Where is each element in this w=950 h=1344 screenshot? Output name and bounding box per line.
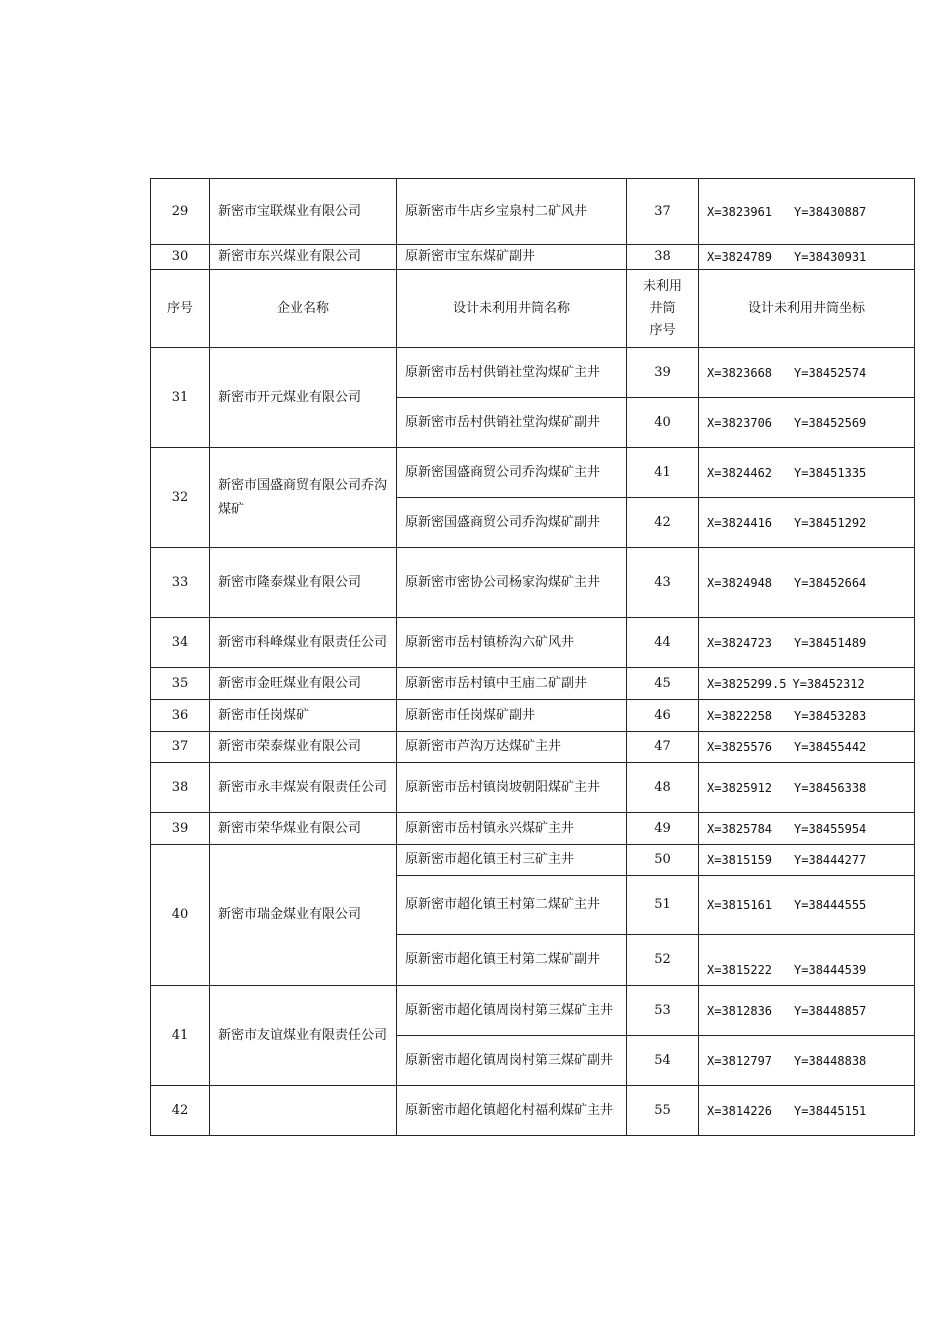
coord-cell <box>699 348 915 398</box>
coord-x: X=3822258 <box>707 708 773 723</box>
coord-y: Y=38451335 <box>794 465 867 480</box>
coord-y: Y=38452574 <box>794 365 867 380</box>
company-cell: 新密市金旺煤业有限公司 <box>210 668 397 700</box>
coord-x: X=3814226 <box>707 1103 773 1118</box>
company-cell: 新密市友谊煤业有限责任公司 <box>210 986 397 1086</box>
coord-y: Y=38452664 <box>794 575 867 590</box>
shaft-no-cell: 42 <box>627 498 699 548</box>
coord-x: X=3825299.5 <box>707 676 787 691</box>
seq-cell: 38 <box>151 763 210 813</box>
shaft-name-cell: 原新密市牛店乡宝泉村二矿风井 <box>397 179 627 245</box>
shaft-name-cell: 原新密市芦沟万达煤矿主井 <box>397 732 627 763</box>
coord-y: Y=38430931 <box>794 250 867 264</box>
coord-cell <box>699 1086 915 1136</box>
coord-x: X=3823961 <box>707 204 773 219</box>
table-row <box>151 1086 915 1136</box>
shaft-name-cell: 原新密市岳村镇中王庙二矿副井 <box>397 668 627 700</box>
coord-cell <box>699 245 915 270</box>
coord-y: Y=38455954 <box>794 821 867 836</box>
shaft-name-cell: 原新密国盛商贸公司乔沟煤矿副井 <box>397 498 627 548</box>
company-cell: 新密市荣华煤业有限公司 <box>210 813 397 845</box>
coord-cell <box>699 618 915 668</box>
coord-cell <box>699 668 915 700</box>
shaft-no-cell: 48 <box>627 763 699 813</box>
seq-cell: 29 <box>151 179 210 245</box>
coord-cell <box>699 398 915 448</box>
coord-cell <box>699 813 915 845</box>
shaft-name-cell: 原新密市超化镇王村第二煤矿副井 <box>397 935 627 986</box>
coord-cell <box>699 845 915 876</box>
shaft-no-cell: 47 <box>627 732 699 763</box>
coord-y: Y=38448857 <box>794 1003 867 1018</box>
coord-cell <box>699 935 915 986</box>
coord-x: X=3815222 <box>707 963 773 977</box>
seq-cell: 31 <box>151 348 210 448</box>
coord-cell <box>699 732 915 763</box>
table-row <box>151 548 915 618</box>
shaft-no-cell: 41 <box>627 448 699 498</box>
company-cell: 新密市科峰煤业有限责任公司 <box>210 618 397 668</box>
header-shaft-name: 设计未利用井筒名称 <box>397 270 627 348</box>
company-cell <box>210 1086 397 1136</box>
seq-cell: 37 <box>151 732 210 763</box>
coord-cell <box>699 700 915 732</box>
coord-cell <box>699 548 915 618</box>
coord-y: Y=38455442 <box>794 740 867 754</box>
coord-x: X=3824948 <box>707 575 773 590</box>
coord-y: Y=38444555 <box>794 898 867 912</box>
coord-cell <box>699 876 915 935</box>
table-row <box>151 700 915 732</box>
coord-y: Y=38452569 <box>794 415 867 430</box>
shaft-no-cell: 49 <box>627 813 699 845</box>
coord-y: Y=38451489 <box>794 635 867 650</box>
coord-x: X=3823668 <box>707 365 773 380</box>
coord-cell <box>699 1036 915 1086</box>
coord-y: Y=38444277 <box>794 853 867 867</box>
header-company: 企业名称 <box>210 270 397 348</box>
shaft-no-cell: 38 <box>627 245 699 270</box>
shaft-no-cell: 51 <box>627 876 699 935</box>
table-row <box>151 986 915 1036</box>
shaft-name-cell: 原新密市超化镇超化村福利煤矿主井 <box>397 1086 627 1136</box>
coord-x: X=3824462 <box>707 465 773 480</box>
coord-x: X=3824789 <box>707 250 773 264</box>
seq-cell: 33 <box>151 548 210 618</box>
coord-cell <box>699 448 915 498</box>
table-row <box>151 179 915 245</box>
shaft-no-cell: 54 <box>627 1036 699 1086</box>
company-cell: 新密市永丰煤炭有限责任公司 <box>210 763 397 813</box>
table-row <box>151 448 915 498</box>
seq-cell: 36 <box>151 700 210 732</box>
seq-cell: 30 <box>151 245 210 270</box>
seq-cell: 32 <box>151 448 210 548</box>
shaft-name-cell: 原新密市岳村镇永兴煤矿主井 <box>397 813 627 845</box>
shaft-no-cell: 43 <box>627 548 699 618</box>
table-row <box>151 668 915 700</box>
coord-x: X=3825576 <box>707 740 773 754</box>
shaft-name-cell: 原新密市超化镇周岗村第三煤矿副井 <box>397 1036 627 1086</box>
shaft-no-cell: 50 <box>627 845 699 876</box>
shaft-no-cell: 44 <box>627 618 699 668</box>
shaft-name-cell: 原新密市任岗煤矿副井 <box>397 700 627 732</box>
seq-cell: 42 <box>151 1086 210 1136</box>
shaft-name-cell: 原新密市超化镇王村第二煤矿主井 <box>397 876 627 935</box>
header-shaft-no: 未利用 井筒 序号 <box>627 270 699 348</box>
coord-x: X=3823706 <box>707 415 773 430</box>
coord-y: Y=38452312 <box>792 676 865 691</box>
coord-x: X=3812836 <box>707 1003 773 1018</box>
coord-cell <box>699 986 915 1036</box>
shaft-no-cell: 46 <box>627 700 699 732</box>
coord-y: Y=38430887 <box>794 204 867 219</box>
table-row <box>151 845 915 876</box>
coord-cell <box>699 763 915 813</box>
company-cell: 新密市国盛商贸有限公司乔沟煤矿 <box>210 448 397 548</box>
shaft-no-cell: 40 <box>627 398 699 448</box>
header-seq: 序号 <box>151 270 210 348</box>
seq-cell: 35 <box>151 668 210 700</box>
company-cell: 新密市荣泰煤业有限公司 <box>210 732 397 763</box>
company-cell: 新密市开元煤业有限公司 <box>210 348 397 448</box>
seq-cell: 41 <box>151 986 210 1086</box>
table-row <box>151 763 915 813</box>
shaft-no-cell: 55 <box>627 1086 699 1136</box>
coord-y: Y=38445151 <box>794 1103 867 1118</box>
shaft-name-cell: 原新密国盛商贸公司乔沟煤矿主井 <box>397 448 627 498</box>
header-row <box>151 270 915 348</box>
seq-cell: 34 <box>151 618 210 668</box>
company-cell: 新密市宝联煤业有限公司 <box>210 179 397 245</box>
seq-cell: 40 <box>151 845 210 986</box>
shaft-name-cell: 原新密市岳村供销社堂沟煤矿主井 <box>397 348 627 398</box>
coord-y: Y=38444539 <box>794 963 867 977</box>
shaft-name-cell: 原新密市宝东煤矿副井 <box>397 245 627 270</box>
company-cell: 新密市隆泰煤业有限公司 <box>210 548 397 618</box>
shaft-name-cell: 原新密市岳村供销社堂沟煤矿副井 <box>397 398 627 448</box>
coord-x: X=3812797 <box>707 1053 773 1068</box>
shaft-no-cell: 39 <box>627 348 699 398</box>
shaft-name-cell: 原新密市密协公司杨家沟煤矿主井 <box>397 548 627 618</box>
seq-cell: 39 <box>151 813 210 845</box>
shaft-name-cell: 原新密市岳村镇岗坡朝阳煤矿主井 <box>397 763 627 813</box>
coord-x: X=3825912 <box>707 780 773 795</box>
coord-y: Y=38453283 <box>794 708 867 723</box>
header-coords: 设计未利用井筒坐标 <box>699 270 915 348</box>
shaft-table <box>150 178 915 1136</box>
shaft-name-cell: 原新密市岳村镇桥沟六矿风井 <box>397 618 627 668</box>
coord-x: X=3824416 <box>707 515 773 530</box>
coord-y: Y=38448838 <box>794 1053 867 1068</box>
coord-x: X=3815159 <box>707 853 773 867</box>
coord-cell <box>699 179 915 245</box>
shaft-no-cell: 53 <box>627 986 699 1036</box>
coord-x: X=3825784 <box>707 821 773 836</box>
company-cell: 新密市东兴煤业有限公司 <box>210 245 397 270</box>
shaft-no-cell: 37 <box>627 179 699 245</box>
shaft-name-cell: 原新密市超化镇王村三矿主井 <box>397 845 627 876</box>
company-cell: 新密市任岗煤矿 <box>210 700 397 732</box>
shaft-no-cell: 45 <box>627 668 699 700</box>
shaft-no-cell: 52 <box>627 935 699 986</box>
table-row <box>151 245 915 270</box>
table-row <box>151 618 915 668</box>
table-row <box>151 348 915 398</box>
coord-cell <box>699 498 915 548</box>
company-cell: 新密市瑞金煤业有限公司 <box>210 845 397 986</box>
coord-y: Y=38456338 <box>794 780 867 795</box>
table-row <box>151 813 915 845</box>
coord-x: X=3815161 <box>707 898 773 912</box>
coord-y: Y=38451292 <box>794 515 867 530</box>
shaft-name-cell: 原新密市超化镇周岗村第三煤矿主井 <box>397 986 627 1036</box>
table-row <box>151 732 915 763</box>
coord-x: X=3824723 <box>707 635 773 650</box>
